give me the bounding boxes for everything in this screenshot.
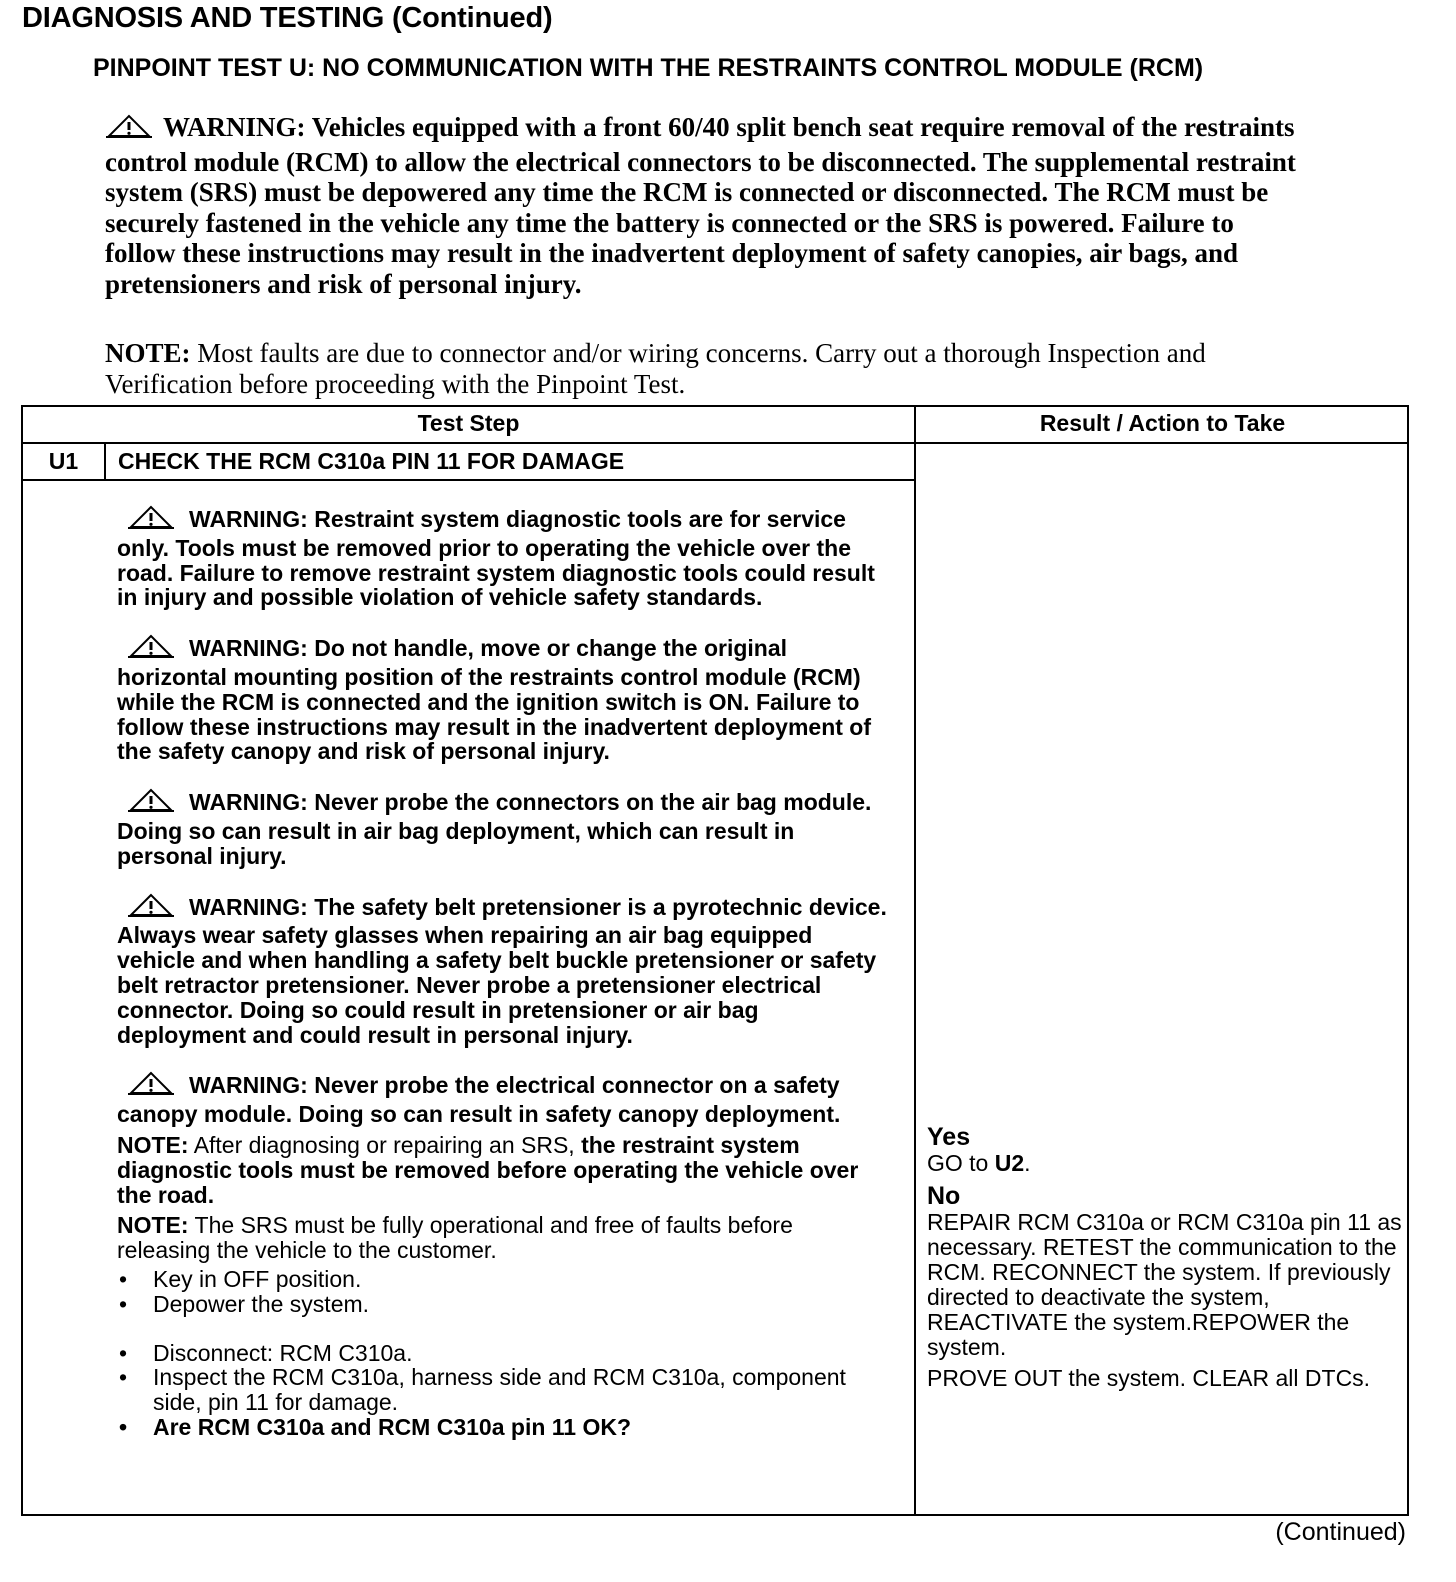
step-title: CHECK THE RCM C310a PIN 11 FOR DAMAGE <box>118 448 625 474</box>
pinpoint-test-title: PINPOINT TEST U: NO COMMUNICATION WITH THE RESTRAINTS CONTROL MODULE (RCM) <box>93 54 1204 82</box>
list-item: • Disconnect: RCM C310a. <box>117 1341 887 1366</box>
procedure-list-b <box>117 1341 887 1440</box>
warning-text: WARNING: The safety belt pretensioner is a pyrotechnic device. Always wear safety glasses when repairing an air bag equipped vehicle and when handling a safety belt buckle pretensioner or safety belt retractor pretensioner. Never probe a pretensioner electrical connector. Doing so could result in pretensioner or air bag deployment and could result in personal injury. <box>117 893 887 1048</box>
warning-text: WARNING: Never probe the electrical connector on a safety canopy module. Doing so can result in safety canopy deployment. <box>117 1072 841 1128</box>
page-heading: DIAGNOSIS AND TESTING (Continued) <box>22 2 553 34</box>
warning-triangle-icon <box>127 788 175 819</box>
note-srs-operational <box>117 1213 887 1263</box>
yes-action-text: GO to <box>927 1150 989 1176</box>
result-no-label: No <box>927 1182 961 1210</box>
warning-text: WARNING: Restraint system diagnostic tools are for service only. Tools must be removed prior to operating the vehicle over the road. Failure to remove restraint system diagnostic tools could result in injury and possible violation of vehicle safety standards. <box>117 506 875 611</box>
header-test-step: Test Step <box>417 410 520 436</box>
warning-block <box>117 788 887 868</box>
note-text: After diagnosing or repairing an SRS, <box>193 1131 575 1158</box>
warning-block <box>117 1071 887 1127</box>
top-warning <box>105 112 1305 299</box>
warning-text: WARNING: Never probe the connectors on the air bag module. Doing so can result in air bag deployment, which can result in personal injury. <box>117 789 872 869</box>
step-body <box>117 505 887 1440</box>
note-text-bold: the restraint system diagnostic tools must be removed before operating the vehicle over the road. <box>117 1131 859 1208</box>
note-srs-tools <box>117 1133 887 1207</box>
note-label: NOTE: <box>117 1131 189 1158</box>
header-divider <box>23 442 1407 444</box>
note-label: NOTE: <box>117 1212 189 1239</box>
top-note <box>105 338 1225 399</box>
warning-block <box>117 505 887 610</box>
warning-text: WARNING: Do not handle, move or change the original horizontal mounting position of the restraints control module (RCM) while the RCM is connected and the ignition switch is ON. Failure to follow these instructions may result in the inadvertent deployment of the safety canopy and risk of personal injury. <box>117 635 872 765</box>
header-result-action: Result / Action to Take <box>1039 410 1286 436</box>
pinpoint-test-table <box>21 405 1409 1516</box>
result-no-action: REPAIR RCM C310a or RCM C310a pin 11 as necessary. RETEST the communication to the RCM. RECONNECT the system. If previously directed to deactivate the system, REACTIVATE the system.REPOWER the system. <box>927 1209 1402 1360</box>
warning-triangle-icon <box>105 114 153 147</box>
result-yes-label: Yes <box>927 1123 971 1151</box>
warning-block <box>117 893 887 1048</box>
warning-triangle-icon <box>127 505 175 536</box>
result-no-action-2: PROVE OUT the system. CLEAR all DTCs. <box>927 1365 1371 1391</box>
warning-triangle-icon <box>127 634 175 665</box>
result-yes-action: GO to U2. <box>927 1150 1031 1176</box>
warning-block <box>117 634 887 764</box>
step-title-divider <box>23 479 914 481</box>
list-item: • Inspect the RCM C310a, harness side and RCM C310a, component side, pin 11 for damage. <box>117 1365 887 1415</box>
list-item: • Key in OFF position. <box>117 1267 887 1292</box>
continued-label: (Continued) <box>1275 1518 1406 1546</box>
link-u2[interactable]: U2 <box>994 1150 1025 1176</box>
warning-triangle-icon <box>127 1071 175 1102</box>
step-id: U1 <box>48 448 79 474</box>
procedure-list-a <box>117 1267 887 1317</box>
top-note-label: NOTE: <box>105 338 191 368</box>
result-action-cell <box>927 1123 1407 1391</box>
question-item: • Are RCM C310a and RCM C310a pin 11 OK? <box>117 1415 887 1440</box>
top-warning-text: WARNING: Vehicles equipped with a front 60/40 split bench seat require removal of the restraints control module (RCM) to allow the electrical connectors to be disconnected. The supplemental restraint system (SRS) must be depowered any time the RCM is connected or disconnected. The RCM must be securely fastened in the vehicle any time the battery is connected or the SRS is powered. Failure to follow these instructions may result in the inadvertent deployment of safety canopies, air bags, and pretensioners and risk of personal injury. <box>105 112 1296 299</box>
column-divider <box>914 407 916 1514</box>
warning-triangle-icon <box>127 893 175 924</box>
top-note-text: Most faults are due to connector and/or wiring concerns. Carry out a thorough Inspection and Verification before proceeding with the Pinpoint Test. <box>105 338 1206 399</box>
note-text: The SRS must be fully operational and free of faults before releasing the vehicle to the customer. <box>117 1212 793 1264</box>
list-item: • Depower the system. <box>117 1292 887 1317</box>
step-id-divider <box>104 444 106 479</box>
